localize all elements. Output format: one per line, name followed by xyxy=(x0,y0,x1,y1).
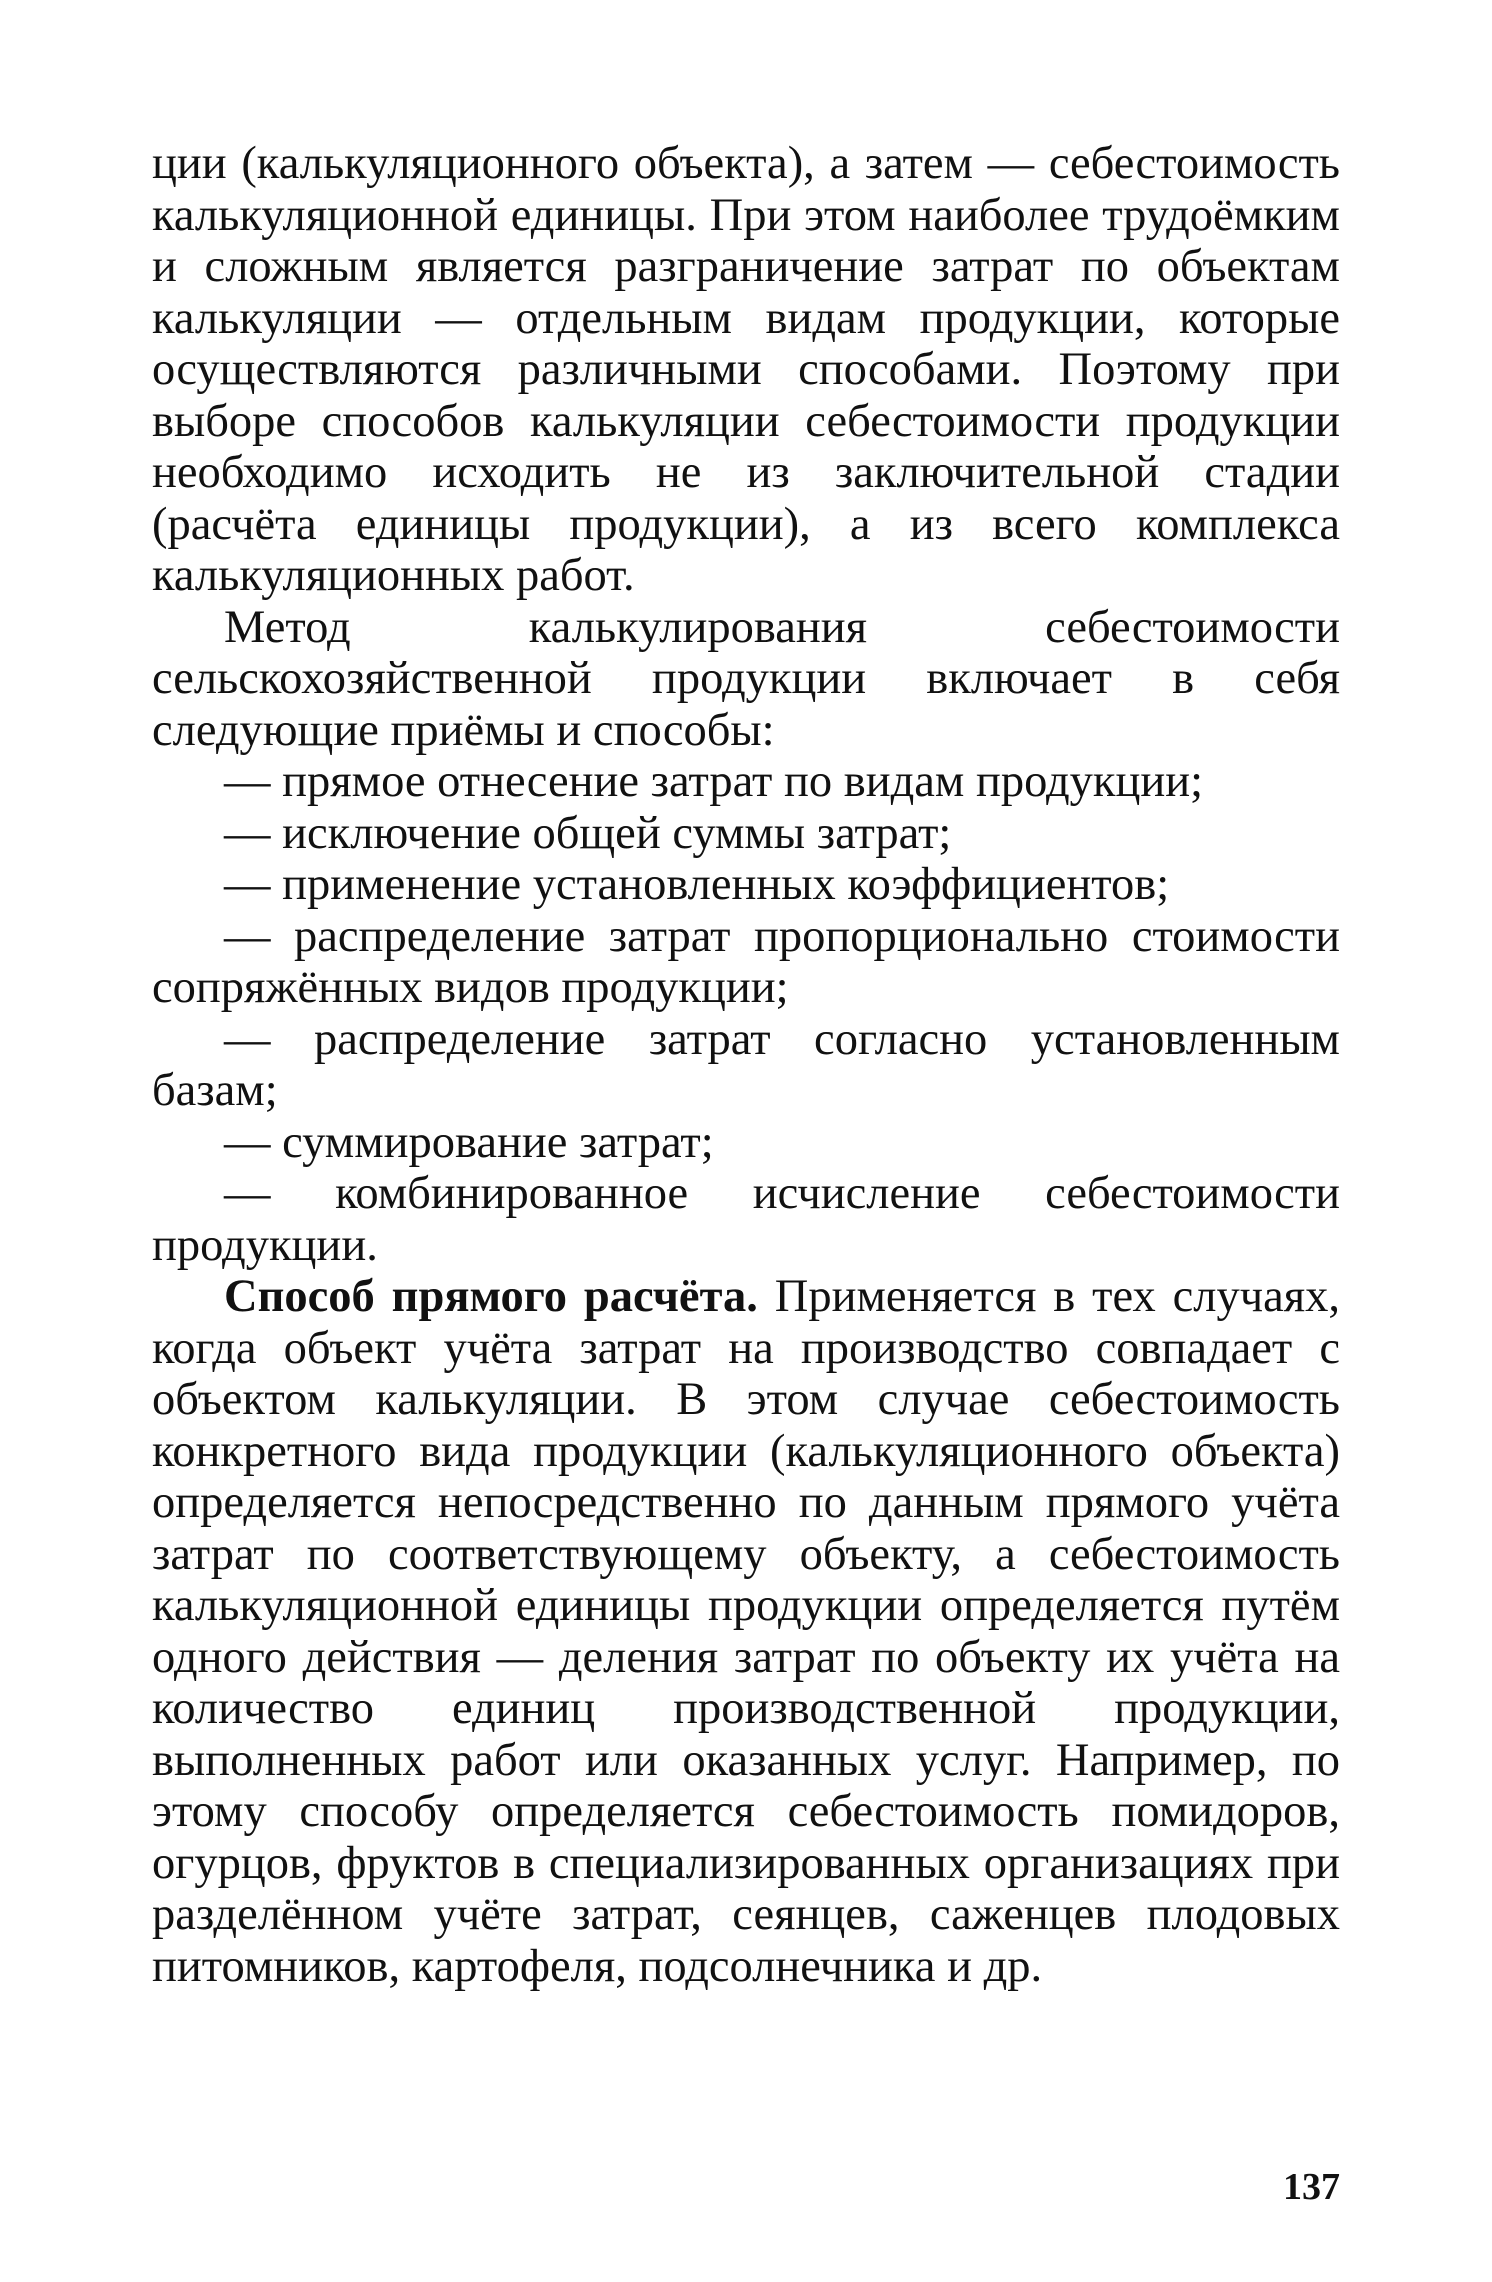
page-number: 137 xyxy=(1283,2166,1340,2208)
page-body xyxy=(152,138,1340,1992)
direct-method-body: Применяется в тех случаях, когда объект учёта затрат на производство совпадает с объектом калькуляции. В этом случае себестоимость конкретного вида продукции (калькуляционного объекта) определяется непосредственно по данным прямого учёта затрат по соответствующему объекту, а себестоимость калькуляционной единицы продукции определяется путём одного действия — деления затрат по объекту их учёта на количество единиц производственной продукции, выполненных работ или оказанных услуг. Например, по этому способу определяется себестоимость помидоров, огурцов, фруктов в специализированных организациях при разделённом учёте затрат, сеянцев, саженцев плодовых питомников, картофеля, подсолнечника и др. xyxy=(152,1271,1340,1992)
list-item: — исключение общей суммы затрат; xyxy=(224,807,952,859)
list-item: — распределение затрат пропорционально стоимости сопряжённых видов продукции; xyxy=(152,910,1340,1013)
paragraph-continuation: ции (калькуляционного объекта), а затем — себестоимость калькуляционной единицы. При этом наиболее трудоёмким и сложным является разграничение затрат по объектам калькуляции — отдельным видам продукции, которые осуществляются различными способами. Поэтому при выборе способов калькуляции себестоимости продукции необходимо исходить не из заключительной стадии (расчёта единицы продукции), а из всего комплекса калькуляционных работ. xyxy=(152,138,1340,601)
methods-list xyxy=(152,756,1340,1271)
paragraph-direct-method xyxy=(152,1271,1340,1992)
list-item: — распределение затрат согласно установленным базам; xyxy=(152,1013,1340,1116)
list-item: — суммирование затрат; xyxy=(224,1116,714,1168)
paragraph-method-intro: Метод калькулирования себестоимости сельскохозяйственной продукции включает в себя следующие приёмы и способы: xyxy=(152,601,1340,756)
list-item: — применение установленных коэффициентов; xyxy=(224,859,1170,910)
list-item: — прямое отнесение затрат по видам продукции; xyxy=(224,756,1204,807)
direct-method-heading: Способ прямого расчёта. xyxy=(224,1271,758,1322)
list-item: — комбинированное исчисление себестоимости продукции. xyxy=(152,1168,1340,1271)
